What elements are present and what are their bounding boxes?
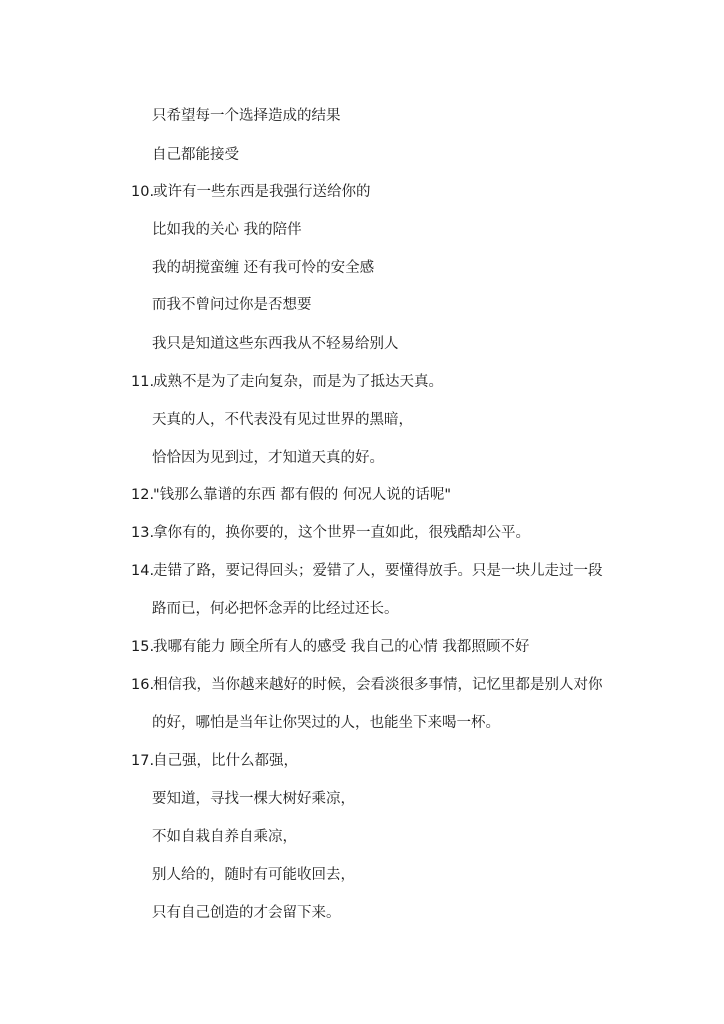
- item-number: 15.: [131, 639, 155, 655]
- text-line: 只有自己创造的才会留下来。: [152, 905, 341, 921]
- text-line: 不如自栽自养自乘凉，: [152, 829, 297, 845]
- list-item: [131, 675, 603, 695]
- item-text: 相信我，当你越来越好的时候，会看淡很多事情，记忆里都是别人对你: [153, 677, 603, 693]
- text-line: 路而已，何必把怀念弄的比经过还长。: [152, 601, 399, 617]
- text-line: 只希望每一个选择造成的结果: [152, 108, 341, 124]
- item-text: 我哪有能力 顾全所有人的感受 我自己的心情 我都照顾不好: [153, 639, 530, 655]
- item-text: 成熟不是为了走向复杂，而是为了抵达天真。: [153, 374, 443, 390]
- item-text: 自己强，比什么都强，: [153, 753, 298, 769]
- list-item: [131, 523, 530, 543]
- text-line: 天真的人，不代表没有见过世界的黑暗，: [152, 412, 413, 428]
- text-line: 自己都能接受: [152, 147, 239, 163]
- item-text: 拿你有的，换你要的，这个世界一直如此，很残酷却公平。: [153, 525, 530, 541]
- text-line: 我的胡搅蛮缠 还有我可怜的安全感: [152, 260, 375, 276]
- text-line: 的好，哪怕是当年让你哭过的人，也能坐下来喝一杯。: [152, 715, 500, 731]
- text-line: 比如我的关心 我的陪伴: [152, 222, 302, 238]
- text-line: 别人给的，随时有可能收回去，: [152, 867, 355, 883]
- list-item: [131, 485, 451, 505]
- text-line: 我只是知道这些东西我从不轻易给别人: [152, 336, 399, 352]
- list-item: [131, 182, 371, 202]
- item-text: 或许有一些东西是我强行送给你的: [153, 184, 371, 200]
- list-item: [131, 561, 603, 581]
- text-line: 要知道，寻找一棵大树好乘凉，: [152, 791, 355, 807]
- list-item: [131, 751, 298, 771]
- item-number: 13.: [131, 525, 155, 541]
- list-item: [131, 637, 529, 657]
- item-text: "钱那么靠谱的东西 都有假的 何况人说的话呢": [153, 487, 452, 503]
- item-number: 10.: [131, 184, 155, 200]
- list-item: [131, 372, 443, 392]
- item-text: 走错了路，要记得回头；爱错了人，要懂得放手。只是一块儿走过一段: [153, 563, 603, 579]
- item-number: 17.: [131, 753, 155, 769]
- item-number: 11.: [131, 374, 155, 390]
- text-line: 而我不曾问过你是否想要: [152, 297, 312, 313]
- text-line: 恰恰因为见到过，才知道天真的好。: [152, 450, 384, 466]
- item-number: 16.: [131, 677, 155, 693]
- item-number: 14.: [131, 563, 155, 579]
- item-number: 12.: [131, 487, 155, 503]
